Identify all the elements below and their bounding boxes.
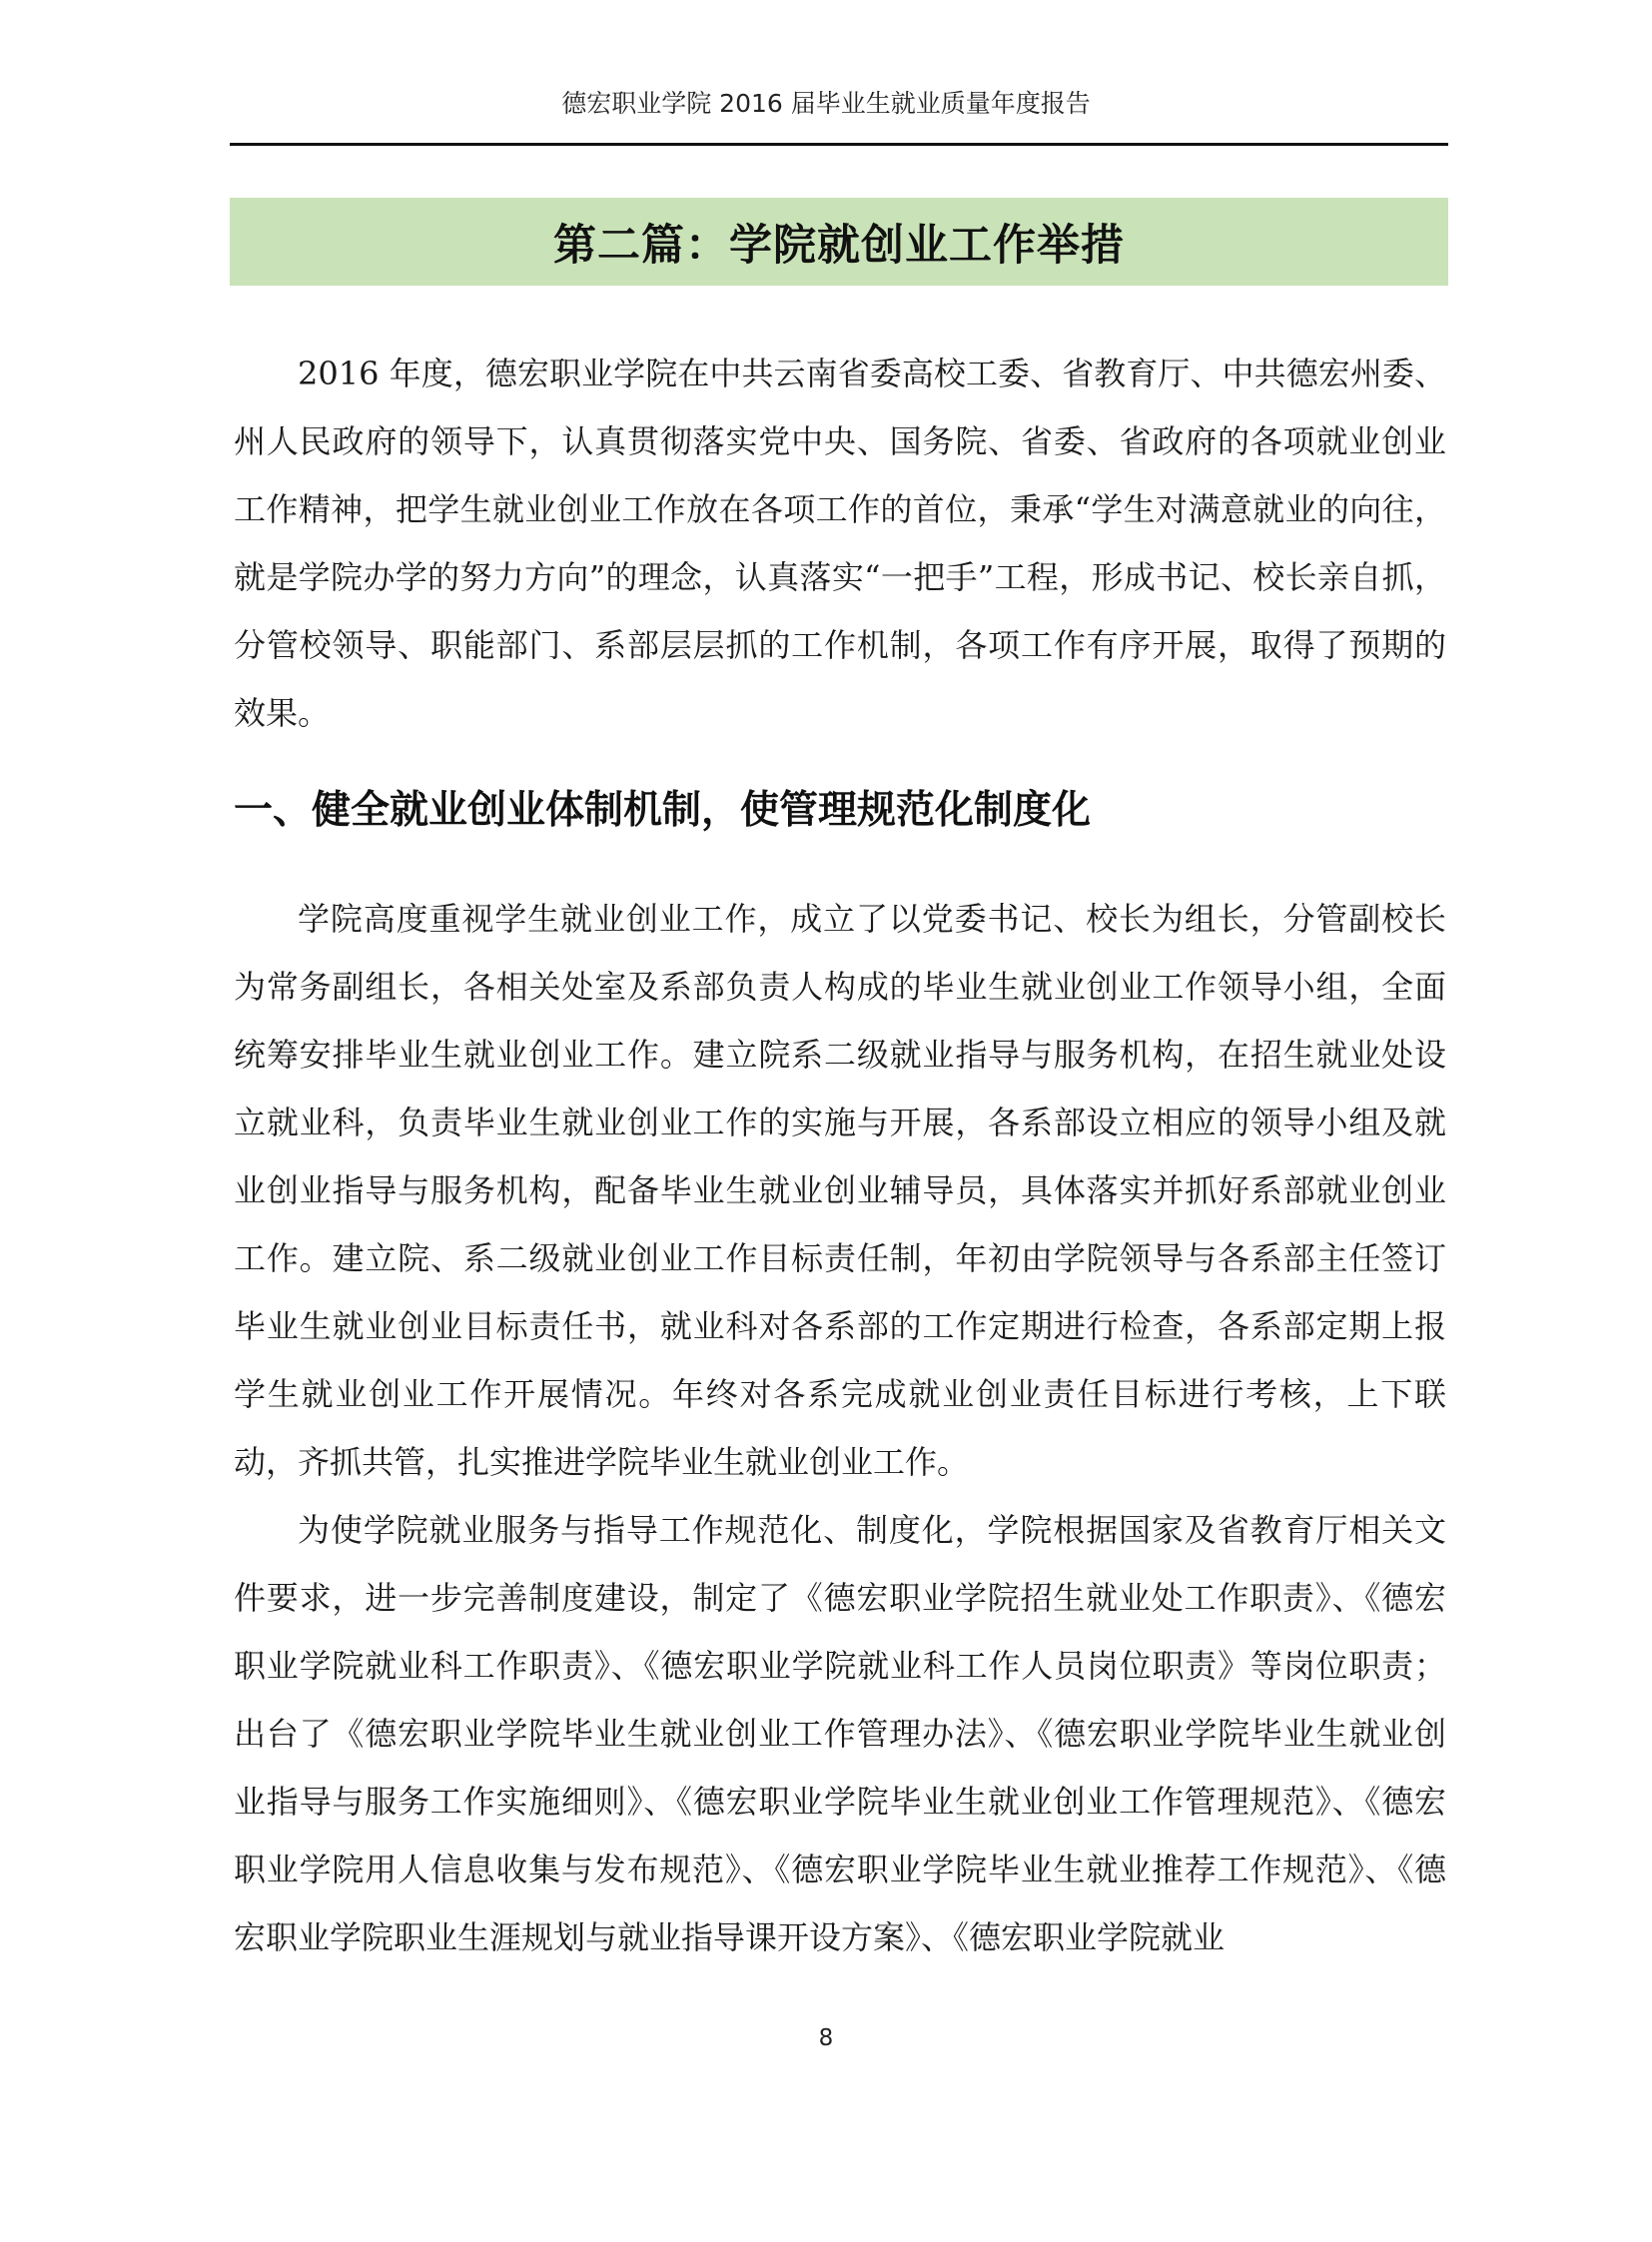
part-title-banner <box>230 198 1448 286</box>
section-paragraph-1: 学院高度重视学生就业创业工作，成立了以党委书记、校长为组长，分管副校长为常务副组长，各相关处室及系部负责人构成的毕业生就业创业工作领导小组，全面统筹安排毕业生就业创业工作。建立院系二级就业指导与服务机构，在招生就业处设立就业科，负责毕业生就业创业工作的实施与开展，各系部设立相应的领导小组及就业创业指导与服务机构，配备毕业生就业创业辅导员，具体落实并抓好系部就业创业工作。建立院、系二级就业创业工作目标责任制，年初由学院领导与各系部主任签订毕业生就业创业目标责任书，就业科对各系部的工作定期进行检查，各系部定期上报学生就业创业工作开展情况。年终对各系完成就业创业责任目标进行考核，上下联动，齐抓共管，扎实推进学院毕业生就业创业工作。 <box>234 900 1446 1481</box>
header-divider <box>230 143 1448 146</box>
section-heading: 一、健全就业创业体制机制，使管理规范化制度化 <box>234 788 1092 833</box>
intro-paragraph: 2016 年度，德宏职业学院在中共云南省委高校工委、省教育厅、中共德宏州委、州人民政府的领导下，认真贯彻落实党中央、国务院、省委、省政府的各项就业创业工作精神，把学生就业创业工作放在各项工作的首位，秉承“学生对满意就业的向往，就是学院办学的努力方向”的理念，认真落实“一把手”工程，形成书记、校长亲自抓，分管校领导、职能部门、系部层层抓的工作机制，各项工作有序开展，取得了预期的效果。 <box>234 355 1446 732</box>
section-paragraph-2: 为使学院就业服务与指导工作规范化、制度化，学院根据国家及省教育厅相关文件要求，进一步完善制度建设，制定了《德宏职业学院招生就业处工作职责》、《德宏职业学院就业科工作职责》、《德宏职业学院就业科工作人员岗位职责》等岗位职责；出台了《德宏职业学院毕业生就业创业工作管理办法》、《德宏职业学院毕业生就业创业指导与服务工作实施细则》、《德宏职业学院毕业生就业创业工作管理规范》、《德宏职业学院用人信息收集与发布规范》、《德宏职业学院毕业生就业推荐工作规范》、《德宏职业学院职业生涯规划与就业指导课开设方案》、《德宏职业学院就业 <box>234 1511 1446 1956</box>
page-number: 8 <box>818 2025 834 2051</box>
running-header: 德宏职业学院 2016 届毕业生就业质量年度报告 <box>561 89 1091 118</box>
part-title: 第二篇：学院就创业工作举措 <box>553 220 1125 271</box>
